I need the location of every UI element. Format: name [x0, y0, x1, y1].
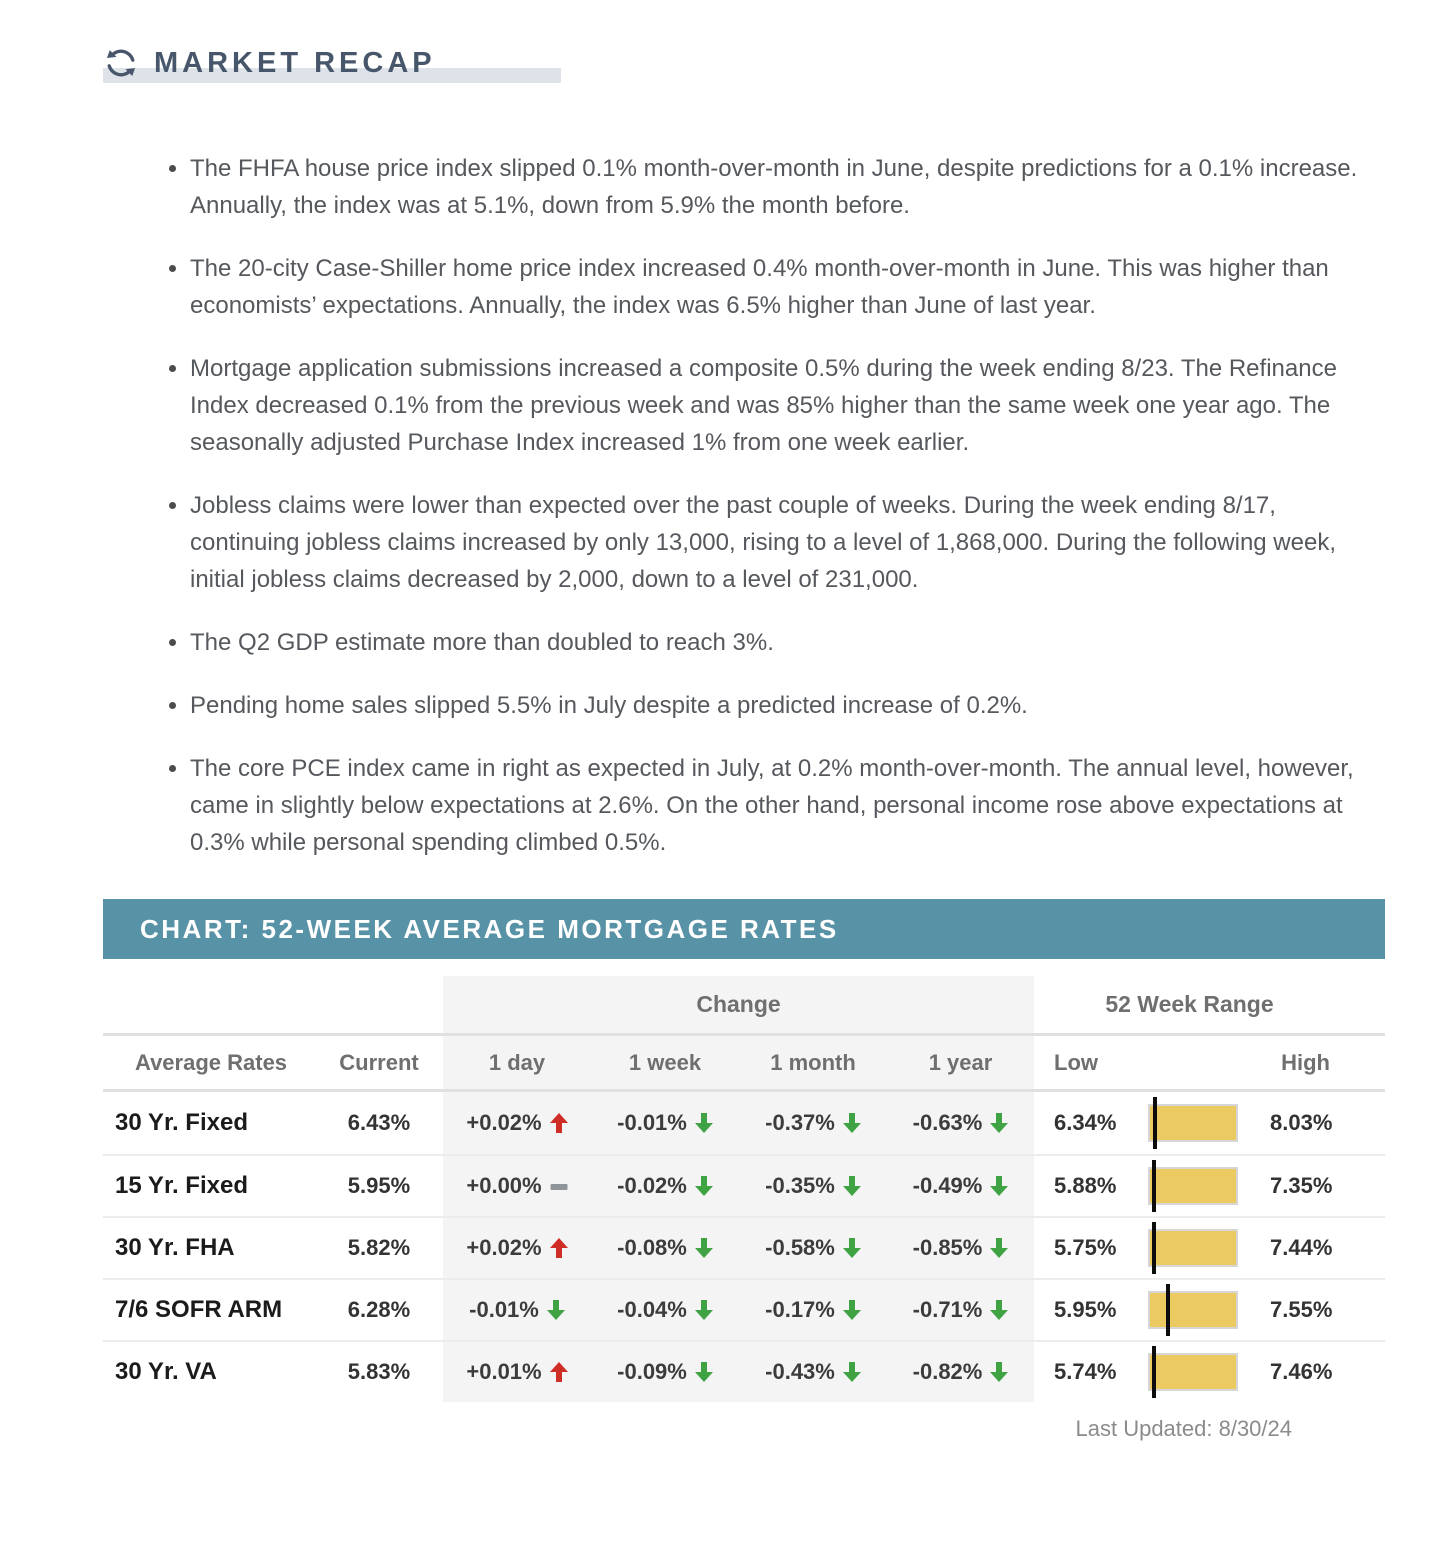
change-direction-icon	[990, 1362, 1008, 1382]
page-title: MARKET RECAP	[154, 46, 436, 79]
range-high: 7.35%	[1270, 1173, 1333, 1198]
change-1-month: -0.17%	[739, 1297, 887, 1323]
range-high: 7.55%	[1270, 1297, 1333, 1322]
bullet-pending-home-sales: Pending home sales slipped 5.5% in July despite a predicted increase of 0.2%.	[168, 687, 1360, 724]
range-bar-cell	[1136, 1092, 1270, 1154]
current-rate: 6.43%	[347, 1110, 411, 1135]
current-rate: 5.83%	[347, 1359, 411, 1384]
table-row	[103, 1278, 1385, 1340]
current-rate-marker	[1166, 1284, 1170, 1336]
change-1-year: -0.63%	[887, 1110, 1034, 1136]
market-recap-bullets	[168, 150, 1360, 861]
range-bar-cell	[1136, 1280, 1270, 1340]
change-direction-icon	[695, 1362, 713, 1382]
current-rate: 6.28%	[347, 1297, 411, 1322]
change-1-day: -0.01%	[443, 1297, 591, 1323]
change-1-year: -0.71%	[887, 1297, 1034, 1323]
change-direction-icon	[695, 1176, 713, 1196]
col-average-rates: Average Rates	[135, 1049, 288, 1075]
change-1-week: -0.02%	[591, 1173, 739, 1199]
change-direction-icon	[550, 1113, 568, 1133]
range-bar	[1148, 1229, 1238, 1267]
col-1-week: 1 week	[628, 1049, 702, 1075]
range-bar	[1148, 1353, 1238, 1391]
table-row	[103, 1154, 1385, 1216]
change-1-month: -0.37%	[739, 1110, 887, 1136]
range-high: 7.44%	[1270, 1235, 1333, 1260]
change-direction-icon	[843, 1362, 861, 1382]
change-direction-icon	[550, 1176, 568, 1196]
change-1-day: +0.00%	[443, 1173, 591, 1199]
current-rate-marker	[1152, 1222, 1156, 1274]
column-header-row	[103, 1036, 1385, 1092]
change-direction-icon	[843, 1113, 861, 1133]
change-group-header: Change	[696, 991, 781, 1017]
change-direction-icon	[695, 1300, 713, 1320]
change-1-day: +0.02%	[443, 1235, 591, 1261]
last-updated-label: Last Updated: 8/30/24	[1075, 1416, 1292, 1441]
mortgage-rates-chart-section	[103, 899, 1385, 1442]
chart-title: CHART: 52-WEEK AVERAGE MORTGAGE RATES	[140, 913, 839, 944]
col-1-month: 1 month	[770, 1049, 856, 1075]
bullet-mortgage-applications: Mortgage application submissions increased a composite 0.5% during the week ending 8/23. The Refinance Index decreased 0.1% from the previous week and was 85% higher than the same week one year ago. The seasonally adjusted Purchase Index increased 1% from one week earlier.	[168, 350, 1360, 461]
rates-table	[103, 976, 1385, 1402]
range-low: 6.34%	[1054, 1110, 1117, 1135]
change-1-week: -0.01%	[591, 1110, 739, 1136]
table-row	[103, 1092, 1385, 1154]
col-current: Current	[339, 1049, 419, 1075]
change-direction-icon	[843, 1238, 861, 1258]
bullet-jobless-claims: Jobless claims were lower than expected over the past couple of weeks. During the week ending 8/17, continuing jobless claims increased by only 13,000, rising to a level of 1,868,000. During the following week, initial jobless claims decreased by 2,000, down to a level of 231,000.	[168, 487, 1360, 598]
change-direction-icon	[843, 1176, 861, 1196]
change-direction-icon	[695, 1113, 713, 1133]
change-direction-icon	[550, 1238, 568, 1258]
group-header-row	[103, 976, 1385, 1036]
range-high: 8.03%	[1270, 1110, 1333, 1135]
bullet-core-pce: The core PCE index came in right as expected in July, at 0.2% month-over-month. The annual level, however, came in slightly below expectations at 2.6%. On the other hand, personal income rose above expectations at 0.3% while personal spending climbed 0.5%.	[168, 750, 1360, 861]
change-direction-icon	[550, 1362, 568, 1382]
change-direction-icon	[990, 1176, 1008, 1196]
row-label: 30 Yr. FHA	[115, 1234, 235, 1261]
current-rate: 5.82%	[347, 1235, 411, 1260]
range-bar-cell	[1136, 1342, 1270, 1402]
row-label: 30 Yr. VA	[115, 1358, 217, 1385]
range-low: 5.95%	[1054, 1297, 1117, 1322]
change-1-year: -0.82%	[887, 1359, 1034, 1385]
change-1-month: -0.43%	[739, 1359, 887, 1385]
range-low: 5.74%	[1054, 1359, 1117, 1384]
bullet-case-shiller: The 20-city Case-Shiller home price index increased 0.4% month-over-month in June. This was higher than economists’ expectations. Annually, the index was 6.5% higher than June of last year.	[168, 250, 1360, 324]
table-row	[103, 1216, 1385, 1278]
bullet-gdp: The Q2 GDP estimate more than doubled to reach 3%.	[168, 624, 1360, 661]
row-label: 7/6 SOFR ARM	[115, 1296, 283, 1323]
range-low: 5.88%	[1054, 1173, 1117, 1198]
row-label: 15 Yr. Fixed	[115, 1172, 248, 1199]
range-high: 7.46%	[1270, 1359, 1333, 1384]
change-direction-icon	[695, 1238, 713, 1258]
range-bar	[1148, 1104, 1238, 1142]
range-low: 5.75%	[1054, 1235, 1117, 1260]
range-bar	[1148, 1167, 1238, 1205]
change-1-month: -0.58%	[739, 1235, 887, 1261]
bullet-fhfa: The FHFA house price index slipped 0.1% month-over-month in June, despite predictions for a 0.1% increase. Annually, the index was at 5.1%, down from 5.9% the month before.	[168, 150, 1360, 224]
market-recap-header	[103, 42, 561, 88]
col-low: Low	[1054, 1049, 1098, 1075]
current-rate-marker	[1152, 1346, 1156, 1398]
change-1-day: +0.01%	[443, 1359, 591, 1385]
change-direction-icon	[990, 1300, 1008, 1320]
change-direction-icon	[547, 1300, 565, 1320]
col-1-day: 1 day	[488, 1049, 546, 1075]
change-direction-icon	[843, 1300, 861, 1320]
row-label: 30 Yr. Fixed	[115, 1109, 248, 1136]
range-bar-cell	[1136, 1218, 1270, 1278]
range-group-header: 52 Week Range	[1105, 991, 1274, 1017]
current-rate: 5.95%	[347, 1173, 411, 1198]
change-1-day: +0.02%	[443, 1110, 591, 1136]
change-1-month: -0.35%	[739, 1173, 887, 1199]
change-1-year: -0.49%	[887, 1173, 1034, 1199]
range-bar-cell	[1136, 1156, 1270, 1216]
current-rate-marker	[1152, 1160, 1156, 1212]
change-direction-icon	[990, 1238, 1008, 1258]
change-direction-icon	[990, 1113, 1008, 1133]
current-rate-marker	[1153, 1097, 1157, 1149]
refresh-icon	[103, 45, 139, 81]
range-bar	[1148, 1291, 1238, 1329]
chart-title-bar	[103, 899, 1385, 959]
change-1-week: -0.09%	[591, 1359, 739, 1385]
col-high: High	[1281, 1049, 1330, 1075]
table-row	[103, 1340, 1385, 1402]
change-1-year: -0.85%	[887, 1235, 1034, 1261]
col-1-year: 1 year	[928, 1049, 993, 1075]
change-1-week: -0.04%	[591, 1297, 739, 1323]
change-1-week: -0.08%	[591, 1235, 739, 1261]
